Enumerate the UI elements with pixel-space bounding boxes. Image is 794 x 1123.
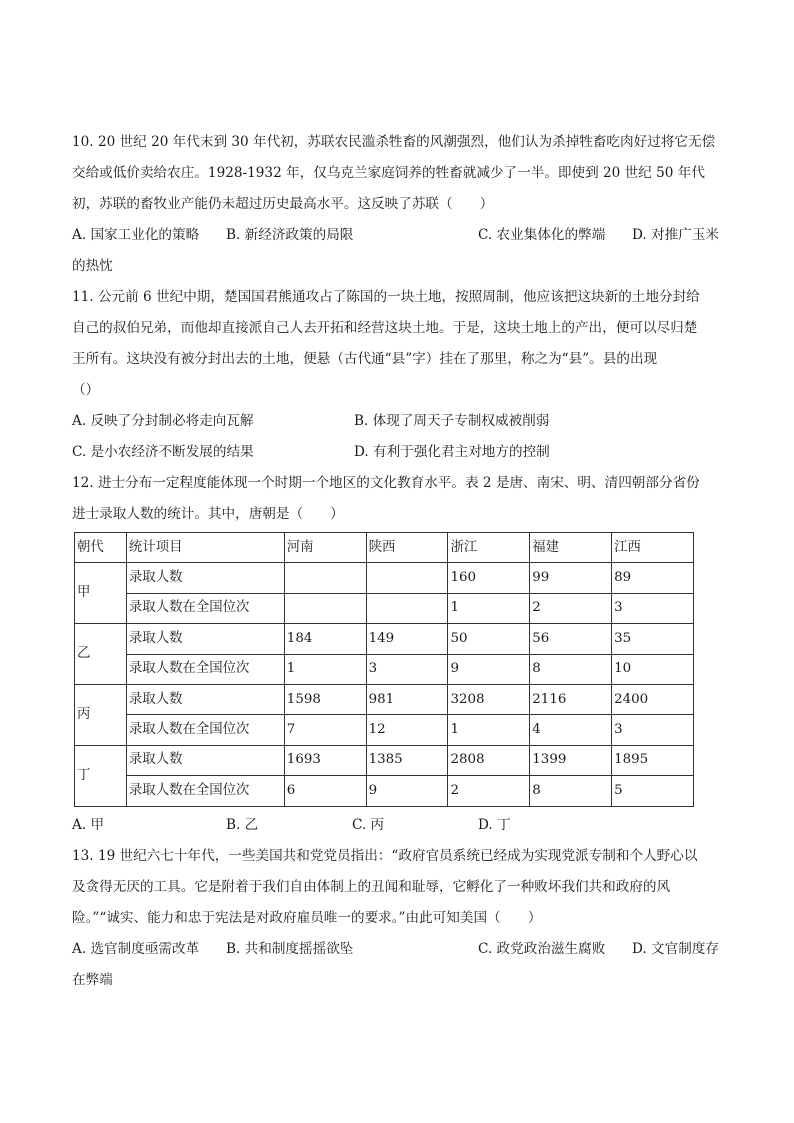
value-cell: 3208	[448, 684, 530, 714]
dynasty-cell: 丙	[75, 684, 127, 745]
value-cell: 50	[448, 624, 530, 654]
header-cell-henan: 河南	[284, 533, 366, 563]
header-cell-dynasty: 朝代	[75, 533, 127, 563]
q10-option-b[interactable]: B. 新经济政策的局限	[226, 227, 354, 243]
value-cell: 1385	[366, 745, 448, 775]
table-row	[75, 654, 694, 684]
dynasty-cell: 丁	[75, 745, 127, 806]
table-row	[75, 624, 694, 654]
q12-option-a[interactable]: A. 甲	[72, 817, 105, 833]
value-cell: 6	[284, 776, 366, 806]
item-cell: 录取人数	[126, 684, 284, 714]
q10-stem-line-3: 初，苏联的畜牧业产能仍未超过历史最高水平。这反映了苏联（ ）	[72, 196, 494, 212]
q13-option-d-tail: 在弊端	[72, 972, 113, 988]
value-cell: 3	[366, 654, 448, 684]
table-row	[75, 563, 694, 593]
value-cell: 4	[530, 715, 612, 745]
q12-option-d[interactable]: D. 丁	[478, 817, 511, 833]
q11-option-d[interactable]: D. 有利于强化君主对地方的控制	[354, 444, 550, 460]
dynasty-cell: 甲	[75, 563, 127, 624]
q10-stem-line-2: 交给或低价卖给农庄。1928-1932 年，仅乌克兰家庭饲养的牲畜就减少了一半。即使到 20 世纪 50 年代	[72, 165, 705, 181]
value-cell: 10	[612, 654, 694, 684]
q13-stem-line-3: 险。”“诚实、能力和忠于宪法是对政府雇员唯一的要求。”由此可知美国（ ）	[72, 910, 542, 926]
q11-stem-line-1: 11. 公元前 6 世纪中期，楚国国君熊通攻占了陈国的一块土地，按照周制，他应该把这块新的土地分封给	[72, 289, 700, 305]
item-cell: 录取人数	[126, 745, 284, 775]
q12-stem-line-2: 进士录取人数的统计。其中，唐朝是（ ）	[72, 506, 344, 522]
jinshi-statistics-table	[74, 532, 694, 807]
value-cell: 12	[366, 715, 448, 745]
q12-option-c[interactable]: C. 丙	[352, 817, 385, 833]
q12-option-b[interactable]: B. 乙	[226, 817, 259, 833]
item-cell: 录取人数在全国位次	[126, 715, 284, 745]
value-cell: 1399	[530, 745, 612, 775]
q11-stem-line-2: 自己的叔伯兄弟，而他却直接派自己人去开拓和经营这块土地。于是，这块土地上的产出，便可以尽归楚	[72, 320, 698, 336]
q10-option-d-tail: 的热忱	[72, 258, 113, 274]
q11-option-a[interactable]: A. 反映了分封制必将走向瓦解	[72, 413, 254, 429]
q10-option-c[interactable]: C. 农业集体化的弊端	[478, 227, 606, 243]
header-cell-jiangxi: 江西	[612, 533, 694, 563]
value-cell: 2	[530, 593, 612, 623]
q13-option-b[interactable]: B. 共和制度摇摇欲坠	[226, 941, 354, 957]
table-row	[75, 776, 694, 806]
value-cell	[284, 563, 366, 593]
value-cell: 981	[366, 684, 448, 714]
item-cell: 录取人数	[126, 563, 284, 593]
table-row	[75, 745, 694, 775]
value-cell: 9	[366, 776, 448, 806]
value-cell: 7	[284, 715, 366, 745]
value-cell: 160	[448, 563, 530, 593]
value-cell: 184	[284, 624, 366, 654]
header-cell-fujian: 福建	[530, 533, 612, 563]
value-cell: 1598	[284, 684, 366, 714]
item-cell: 录取人数在全国位次	[126, 776, 284, 806]
value-cell: 1895	[612, 745, 694, 775]
dynasty-cell: 乙	[75, 624, 127, 685]
table-row	[75, 715, 694, 745]
q13-option-c[interactable]: C. 政党政治滋生腐败	[478, 941, 606, 957]
value-cell: 35	[612, 624, 694, 654]
value-cell: 3	[612, 715, 694, 745]
value-cell: 2	[448, 776, 530, 806]
q10-option-a[interactable]: A. 国家工业化的策略	[72, 227, 200, 243]
header-cell-item: 统计项目	[126, 533, 284, 563]
value-cell: 2116	[530, 684, 612, 714]
table-row	[75, 684, 694, 714]
q11-option-c[interactable]: C. 是小农经济不断发展的结果	[72, 444, 254, 460]
q12-stem-line-1: 12. 进士分布一定程度能体现一个时期一个地区的文化教育水平。表 2 是唐、南宋、明、清四朝部分省份	[72, 475, 700, 491]
table-body	[75, 533, 694, 807]
value-cell: 8	[530, 654, 612, 684]
item-cell: 录取人数在全国位次	[126, 593, 284, 623]
table-row	[75, 593, 694, 623]
q13-option-a[interactable]: A. 选官制度亟需改革	[72, 941, 200, 957]
value-cell: 1	[448, 593, 530, 623]
value-cell: 8	[530, 776, 612, 806]
q11-stem-line-4: （）	[72, 382, 100, 398]
item-cell: 录取人数	[126, 624, 284, 654]
header-cell-zhejiang: 浙江	[448, 533, 530, 563]
header-cell-shaanxi: 陕西	[366, 533, 448, 563]
q11-option-b[interactable]: B. 体现了周天子专制权威被削弱	[354, 413, 550, 429]
value-cell: 56	[530, 624, 612, 654]
value-cell: 2808	[448, 745, 530, 775]
q11-stem-line-3: 王所有。这块没有被分封出去的土地，便悬（古代通“县”字）挂在了那里，称之为“县”。县的出现	[72, 351, 658, 367]
value-cell: 89	[612, 563, 694, 593]
q13-stem-line-1: 13. 19 世纪六七十年代，一些美国共和党党员指出：“政府官员系统已经成为实现党派专制和个人野心以	[72, 848, 698, 864]
value-cell: 3	[612, 593, 694, 623]
value-cell: 99	[530, 563, 612, 593]
q13-option-d[interactable]: D. 文官制度存	[632, 941, 720, 957]
value-cell: 2400	[612, 684, 694, 714]
q10-option-d[interactable]: D. 对推广玉米	[632, 227, 720, 243]
value-cell	[366, 563, 448, 593]
q10-stem-line-1: 10. 20 世纪 20 年代末到 30 年代初，苏联农民滥杀牲畜的风潮强烈，他们认为杀掉牲畜吃肉好过将它无偿	[72, 134, 716, 150]
item-cell: 录取人数在全国位次	[126, 654, 284, 684]
value-cell: 1693	[284, 745, 366, 775]
q13-stem-line-2: 及贪得无厌的工具。它是附着于我们自由体制上的丑闻和耻辱，它孵化了一种败坏我们共和政府的风	[72, 879, 671, 895]
value-cell: 9	[448, 654, 530, 684]
value-cell: 149	[366, 624, 448, 654]
value-cell: 5	[612, 776, 694, 806]
value-cell	[366, 593, 448, 623]
value-cell	[284, 593, 366, 623]
value-cell: 1	[448, 715, 530, 745]
table-header-row	[75, 533, 694, 563]
value-cell: 1	[284, 654, 366, 684]
